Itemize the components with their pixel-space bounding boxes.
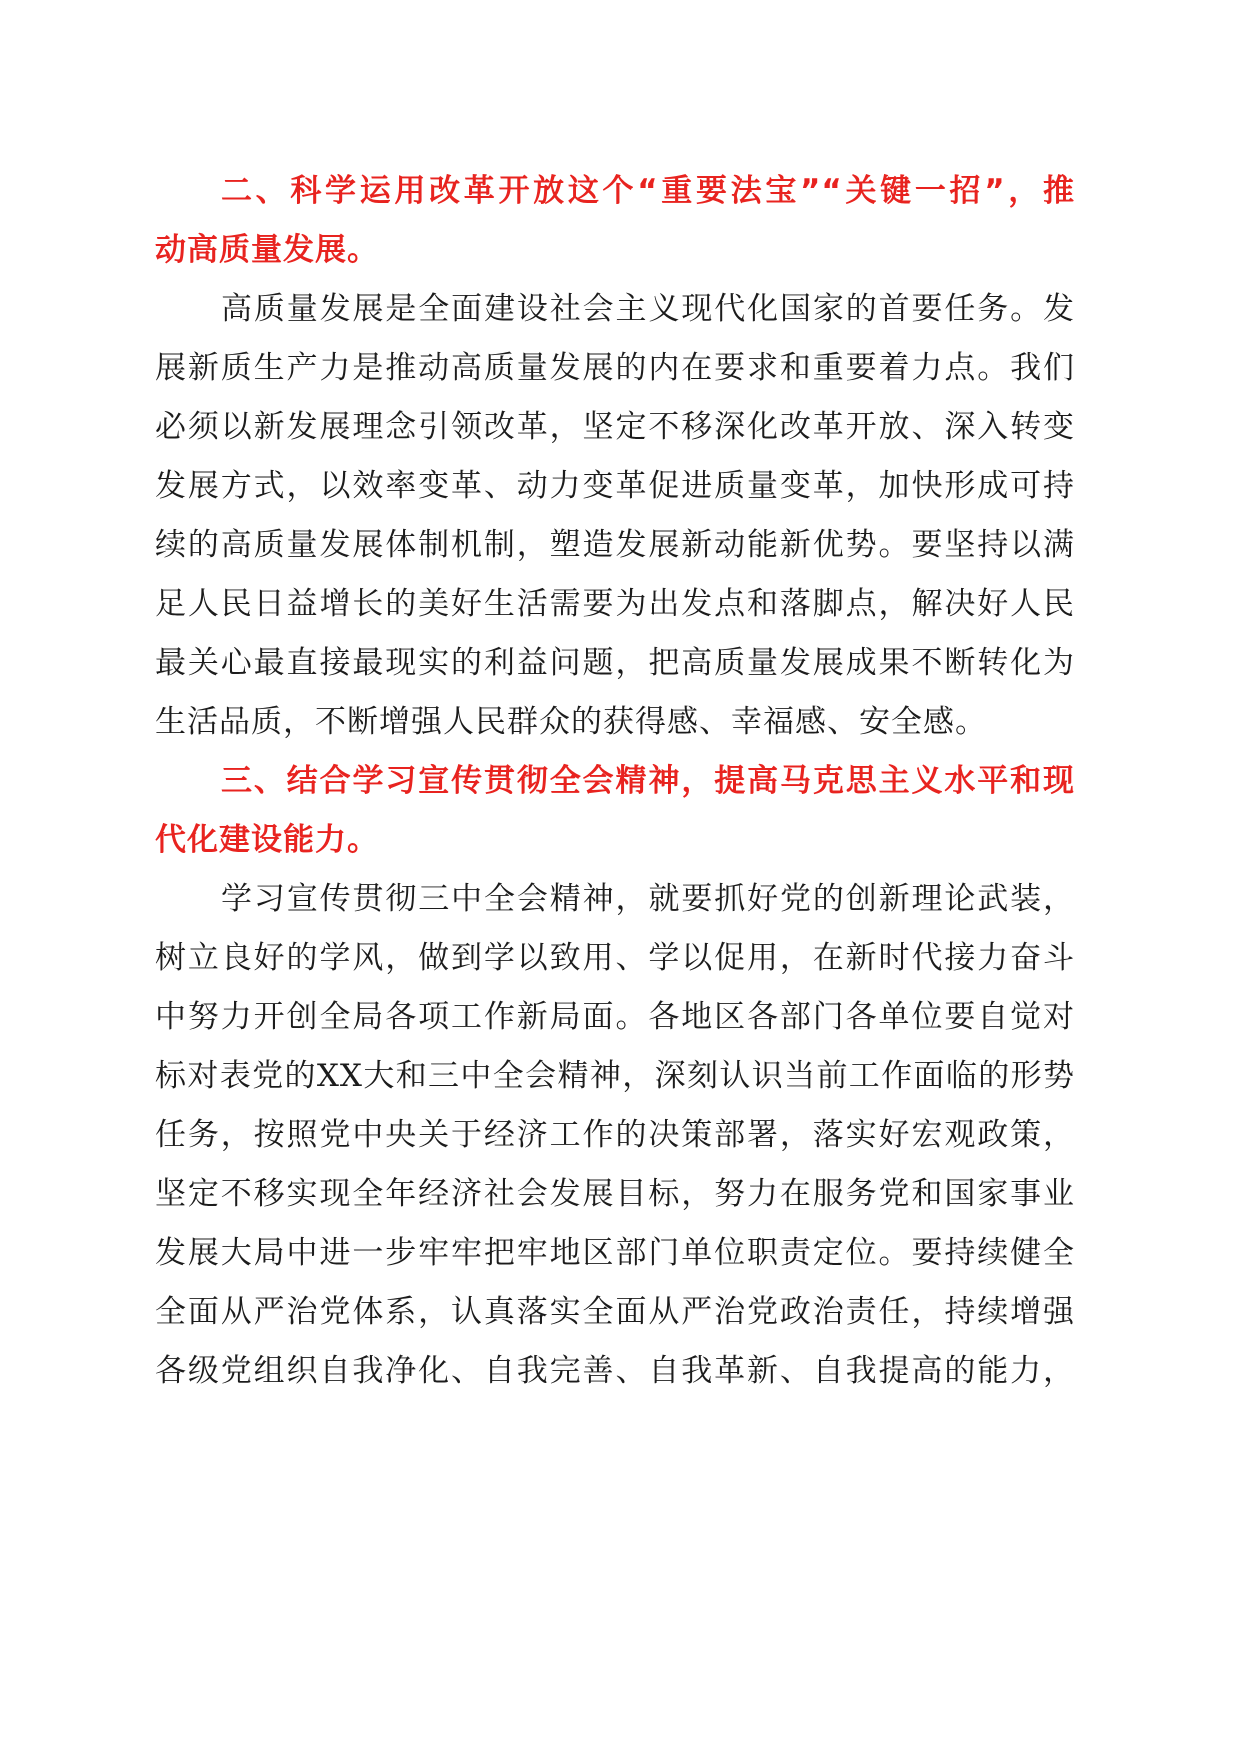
section-2-heading-line-1: 二、科学运用改革开放这个“重要法宝”“关键一招”，推 — [221, 173, 1075, 209]
section-2-paragraph-line-1: 高质量发展是全面建设社会主义现代化国家的首要任务。发 — [221, 291, 1075, 327]
section-3-paragraph-line-2: 树立良好的学风，做到学以致用、学以促用，在新时代接力奋斗 — [155, 940, 1075, 976]
section-3-paragraph-line-3: 中努力开创全局各项工作新局面。各地区各部门各单位要自觉对 — [155, 999, 1075, 1035]
section-3-paragraph-line-5: 任务，按照党中央关于经济工作的决策部署，落实好宏观政策， — [155, 1117, 1075, 1153]
section-2-paragraph-line-5: 续的高质量发展体制机制，塑造发展新动能新优势。要坚持以满 — [155, 527, 1075, 563]
section-2-paragraph-line-6: 足人民日益增长的美好生活需要为出发点和落脚点，解决好人民 — [155, 586, 1075, 622]
section-2-heading-line-2: 动高质量发展。 — [155, 232, 379, 268]
section-2-paragraph-line-4: 发展方式，以效率变革、动力变革促进质量变革，加快形成可持 — [155, 468, 1075, 504]
section-3-paragraph-line-8: 全面从严治党体系，认真落实全面从严治党政治责任，持续增强 — [155, 1294, 1075, 1330]
section-2-paragraph-line-8: 生活品质，不断增强人民群众的获得感、幸福感、安全感。 — [155, 704, 987, 740]
section-2-paragraph-line-7: 最关心最直接最现实的利益问题，把高质量发展成果不断转化为 — [155, 645, 1075, 681]
section-2-paragraph-line-2: 展新质生产力是推动高质量发展的内在要求和重要着力点。我们 — [155, 350, 1075, 386]
section-3-heading-line-2: 代化建设能力。 — [155, 822, 379, 858]
section-2-paragraph-line-3: 必须以新发展理念引领改革，坚定不移深化改革开放、深入转变 — [155, 409, 1075, 445]
section-3-paragraph-line-9: 各级党组织自我净化、自我完善、自我革新、自我提高的能力， — [155, 1353, 1075, 1389]
section-3-paragraph-line-4: 标对表党的XX大和三中全会精神，深刻认识当前工作面临的形势 — [155, 1058, 1075, 1094]
section-3-heading-line-1: 三、结合学习宣传贯彻全会精神，提高马克思主义水平和现 — [221, 763, 1075, 799]
section-3-paragraph-line-1: 学习宣传贯彻三中全会精神，就要抓好党的创新理论武装， — [221, 881, 1075, 917]
section-3-paragraph-line-6: 坚定不移实现全年经济社会发展目标，努力在服务党和国家事业 — [155, 1176, 1075, 1212]
section-3-paragraph-line-7: 发展大局中进一步牢牢把牢地区部门单位职责定位。要持续健全 — [155, 1235, 1075, 1271]
